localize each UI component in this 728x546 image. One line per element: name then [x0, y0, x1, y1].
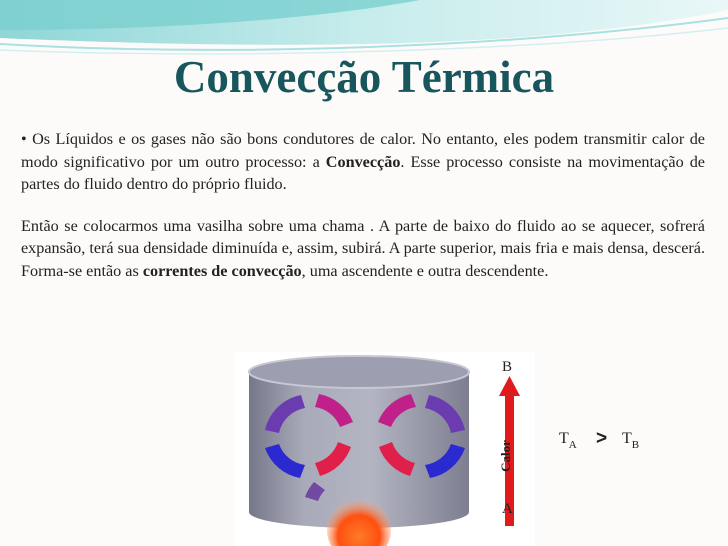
paragraph1-text-before: Os Líquidos e os gases não são bons condutores de calor. No entanto, eles podem transmitir calor de modo significativo por um outro processo: a [21, 130, 705, 171]
point-b-label: B [502, 359, 513, 375]
point-a-label: A [502, 501, 513, 517]
paragraph1-text-after: . Esse processo consiste na movimentação de partes do fluido dentro do próprio fluido. [21, 152, 705, 193]
paragraph2-text-after: , uma ascendente e outra descendente. [301, 261, 549, 280]
calor-label: Calor [498, 440, 513, 472]
bullet: • [21, 130, 27, 148]
paragraph2-text-before: Então se colocarmos uma vasilha sobre uma chama . A parte de baixo do fluido ao se aquecer, sofrerá expansão, terá sua densidade diminuída e, assim, subirá. A parte superior, mais fria e mais densa, descerá. Forma-se então as [21, 216, 705, 280]
vessel-top [249, 356, 469, 388]
temperature-a: $T_A$ [559, 430, 577, 451]
paragraph-convection-intro [21, 128, 705, 196]
convection-illustration [235, 352, 535, 546]
body-text [21, 128, 705, 282]
temperature-relation [559, 430, 659, 460]
term-correntes-conveccao: correntes de convecção [142, 261, 302, 280]
greater-than-symbol: > [596, 428, 608, 449]
temperature-b: $T_B$ [622, 430, 640, 451]
slide-title: Convecção Térmica [173, 52, 555, 102]
term-conveccao: Convecção [325, 152, 401, 171]
paragraph-convection-currents [21, 215, 705, 283]
